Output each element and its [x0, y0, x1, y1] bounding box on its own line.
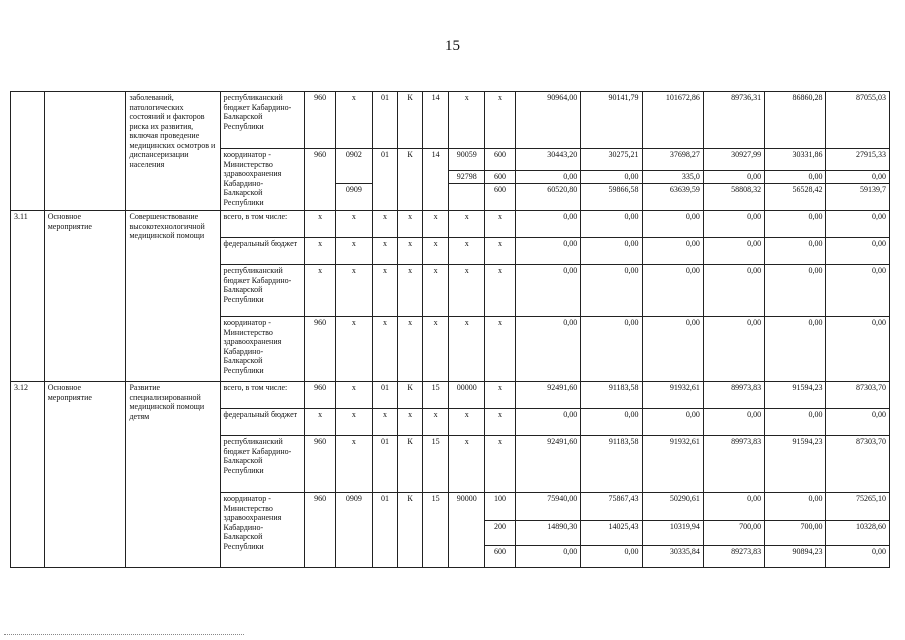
item-kind: [44, 92, 126, 211]
amount-cell: 90141,79: [581, 92, 642, 149]
code-pp: x: [398, 211, 423, 238]
code-vr: x: [485, 382, 516, 409]
amount-cell: 89973,83: [703, 436, 764, 493]
amount-cell: 0,00: [581, 238, 642, 265]
amount-cell: 0,00: [515, 265, 580, 317]
code-vr: 600: [485, 184, 516, 211]
item-name: Развитие специализированной медицинской помощи детям: [126, 382, 220, 568]
amount-cell: 0,00: [765, 493, 826, 521]
code-om: x: [422, 211, 449, 238]
amount-cell: 10319,94: [642, 521, 703, 546]
amount-cell: 91183,58: [581, 382, 642, 409]
amount-cell: 91183,58: [581, 436, 642, 493]
code-grbs: 960: [305, 92, 336, 149]
code-rz: 0909: [336, 493, 373, 568]
amount-cell: 0,00: [703, 493, 764, 521]
amount-cell: 0,00: [581, 211, 642, 238]
amount-cell: 0,00: [515, 317, 580, 382]
amount-cell: 0,00: [581, 317, 642, 382]
code-rz: x: [336, 436, 373, 493]
table-row: [11, 211, 890, 238]
amount-cell: 10328,60: [826, 521, 890, 546]
code-vr: 600: [485, 149, 516, 171]
amount-cell: 92491,60: [515, 436, 580, 493]
code-om: 15: [422, 493, 449, 568]
amount-cell: 0,00: [826, 238, 890, 265]
code-gp: 01: [372, 493, 398, 568]
item-name: заболеваний, патологических состояний и факторов риска их развития, включая проведение медицинских осмотров и диспансеризации населения: [126, 92, 220, 211]
item-number: 3.12: [11, 382, 45, 568]
funding-source: федеральный бюджет: [220, 238, 305, 265]
code-gp: 01: [372, 92, 398, 149]
item-kind: Основное мероприятие: [44, 211, 126, 382]
code-rz: 0909: [336, 184, 373, 211]
code-om: 14: [422, 92, 449, 149]
code-grbs: x: [305, 409, 336, 436]
amount-cell: 63639,59: [642, 184, 703, 211]
code-pp: x: [398, 238, 423, 265]
code-dir: x: [449, 436, 485, 493]
code-pp: К: [398, 493, 423, 568]
code-grbs: 960: [305, 149, 336, 211]
amount-cell: 50290,61: [642, 493, 703, 521]
code-pp: К: [398, 382, 423, 409]
code-pp: x: [398, 409, 423, 436]
amount-cell: 0,00: [703, 211, 764, 238]
budget-table: [10, 91, 890, 568]
code-pp: К: [398, 149, 423, 211]
amount-cell: 87303,70: [826, 436, 890, 493]
funding-source: федеральный бюджет: [220, 409, 305, 436]
amount-cell: 91594,23: [765, 436, 826, 493]
item-kind: Основное мероприятие: [44, 382, 126, 568]
amount-cell: 59866,58: [581, 184, 642, 211]
code-rz: 0902: [336, 149, 373, 184]
code-grbs: 960: [305, 382, 336, 409]
code-vr: x: [485, 238, 516, 265]
code-vr: x: [485, 317, 516, 382]
code-rz: x: [336, 409, 373, 436]
funding-source: республиканский бюджет Кабардино-Балкарской Республики: [220, 436, 305, 493]
amount-cell: 0,00: [826, 317, 890, 382]
amount-cell: 0,00: [515, 238, 580, 265]
code-dir: x: [449, 92, 485, 149]
amount-cell: 87303,70: [826, 382, 890, 409]
code-pp: К: [398, 436, 423, 493]
code-dir: x: [449, 238, 485, 265]
amount-cell: 30927,99: [703, 149, 764, 171]
footer-divider: [4, 634, 244, 636]
amount-cell: 0,00: [642, 238, 703, 265]
code-om: x: [422, 317, 449, 382]
amount-cell: 87055,03: [826, 92, 890, 149]
code-rz: x: [336, 211, 373, 238]
amount-cell: 0,00: [515, 171, 580, 184]
amount-cell: 27915,33: [826, 149, 890, 171]
code-vr: x: [485, 436, 516, 493]
amount-cell: 0,00: [703, 171, 764, 184]
amount-cell: 700,00: [703, 521, 764, 546]
item-number: [11, 92, 45, 211]
amount-cell: 91932,61: [642, 436, 703, 493]
amount-cell: 0,00: [581, 265, 642, 317]
code-dir: 92798: [449, 171, 485, 184]
amount-cell: 0,00: [765, 238, 826, 265]
amount-cell: 0,00: [703, 238, 764, 265]
amount-cell: 37698,27: [642, 149, 703, 171]
amount-cell: 0,00: [765, 409, 826, 436]
amount-cell: 0,00: [642, 409, 703, 436]
amount-cell: 89736,31: [703, 92, 764, 149]
code-rz: x: [336, 382, 373, 409]
code-dir: x: [449, 211, 485, 238]
code-om: x: [422, 265, 449, 317]
funding-source: координатор - Министерство здравоохранения Кабардино-Балкарской Республики: [220, 149, 305, 211]
amount-cell: 0,00: [826, 409, 890, 436]
amount-cell: 30335,84: [642, 546, 703, 568]
amount-cell: 0,00: [826, 265, 890, 317]
amount-cell: 92491,60: [515, 382, 580, 409]
amount-cell: 30443,20: [515, 149, 580, 171]
amount-cell: 59139,7: [826, 184, 890, 211]
funding-source: всего, в том числе:: [220, 382, 305, 409]
amount-cell: 335,0: [642, 171, 703, 184]
code-vr: 600: [485, 171, 516, 184]
code-pp: x: [398, 265, 423, 317]
amount-cell: 0,00: [581, 409, 642, 436]
code-om: 15: [422, 436, 449, 493]
amount-cell: 0,00: [765, 171, 826, 184]
amount-cell: 89273,83: [703, 546, 764, 568]
code-vr: x: [485, 92, 516, 149]
amount-cell: 0,00: [765, 265, 826, 317]
code-pp: К: [398, 92, 423, 149]
code-grbs: 960: [305, 317, 336, 382]
code-pp: x: [398, 317, 423, 382]
code-vr: x: [485, 409, 516, 436]
code-rz: x: [336, 317, 373, 382]
code-vr: x: [485, 211, 516, 238]
item-name: Совершенствование высокотехнологичной медицинской помощи: [126, 211, 220, 382]
code-dir: x: [449, 317, 485, 382]
table-row: [11, 382, 890, 409]
funding-source: координатор - Министерство здравоохранения Кабардино-Балкарской Республики: [220, 317, 305, 382]
code-gp: 01: [372, 149, 398, 211]
funding-source: всего, в том числе:: [220, 211, 305, 238]
page-number: 15: [445, 38, 460, 54]
code-om: 14: [422, 149, 449, 211]
amount-cell: 0,00: [581, 546, 642, 568]
code-dir: 90059: [449, 149, 485, 171]
code-om: x: [422, 238, 449, 265]
code-vr: 100: [485, 493, 516, 521]
code-om: x: [422, 409, 449, 436]
amount-cell: 56528,42: [765, 184, 826, 211]
item-number: 3.11: [11, 211, 45, 382]
amount-cell: 91594,23: [765, 382, 826, 409]
table-row: [11, 92, 890, 149]
code-gp: 01: [372, 436, 398, 493]
code-gp: 01: [372, 382, 398, 409]
amount-cell: 0,00: [642, 265, 703, 317]
amount-cell: 0,00: [826, 171, 890, 184]
code-vr: 600: [485, 546, 516, 568]
amount-cell: 89973,83: [703, 382, 764, 409]
amount-cell: 700,00: [765, 521, 826, 546]
amount-cell: 60520,80: [515, 184, 580, 211]
amount-cell: 0,00: [581, 171, 642, 184]
code-grbs: 960: [305, 493, 336, 568]
amount-cell: 14890,30: [515, 521, 580, 546]
code-gp: x: [372, 317, 398, 382]
amount-cell: 0,00: [515, 409, 580, 436]
amount-cell: 0,00: [826, 546, 890, 568]
amount-cell: 75265,10: [826, 493, 890, 521]
amount-cell: 14025,43: [581, 521, 642, 546]
code-dir: x: [449, 265, 485, 317]
amount-cell: 0,00: [515, 211, 580, 238]
code-vr: 200: [485, 521, 516, 546]
amount-cell: 30331,86: [765, 149, 826, 171]
amount-cell: 0,00: [703, 317, 764, 382]
amount-cell: 90894,23: [765, 546, 826, 568]
code-gp: x: [372, 211, 398, 238]
amount-cell: 0,00: [703, 409, 764, 436]
code-grbs: x: [305, 238, 336, 265]
code-gp: x: [372, 265, 398, 317]
amount-cell: 0,00: [703, 265, 764, 317]
code-rz: x: [336, 238, 373, 265]
amount-cell: 86860,28: [765, 92, 826, 149]
amount-cell: 0,00: [826, 211, 890, 238]
amount-cell: 0,00: [765, 211, 826, 238]
code-om: 15: [422, 382, 449, 409]
amount-cell: 0,00: [765, 317, 826, 382]
amount-cell: 101672,86: [642, 92, 703, 149]
funding-source: республиканский бюджет Кабардино-Балкарской Республики: [220, 92, 305, 149]
amount-cell: 58808,32: [703, 184, 764, 211]
code-dir: x: [449, 409, 485, 436]
code-grbs: x: [305, 211, 336, 238]
code-grbs: x: [305, 265, 336, 317]
code-rz: x: [336, 92, 373, 149]
funding-source: республиканский бюджет Кабардино-Балкарской Республики: [220, 265, 305, 317]
amount-cell: 75867,43: [581, 493, 642, 521]
amount-cell: 30275,21: [581, 149, 642, 171]
code-gp: x: [372, 238, 398, 265]
amount-cell: 75940,00: [515, 493, 580, 521]
amount-cell: 90964,00: [515, 92, 580, 149]
code-dir: 00000: [449, 382, 485, 409]
funding-source: координатор - Министерство здравоохранения Кабардино-Балкарской Республики: [220, 493, 305, 568]
code-rz: x: [336, 265, 373, 317]
amount-cell: 0,00: [642, 317, 703, 382]
code-grbs: 960: [305, 436, 336, 493]
amount-cell: 0,00: [515, 546, 580, 568]
code-vr: x: [485, 265, 516, 317]
code-dir: [449, 184, 485, 211]
amount-cell: 0,00: [642, 211, 703, 238]
code-gp: x: [372, 409, 398, 436]
code-dir: 90000: [449, 493, 485, 568]
amount-cell: 91932,61: [642, 382, 703, 409]
